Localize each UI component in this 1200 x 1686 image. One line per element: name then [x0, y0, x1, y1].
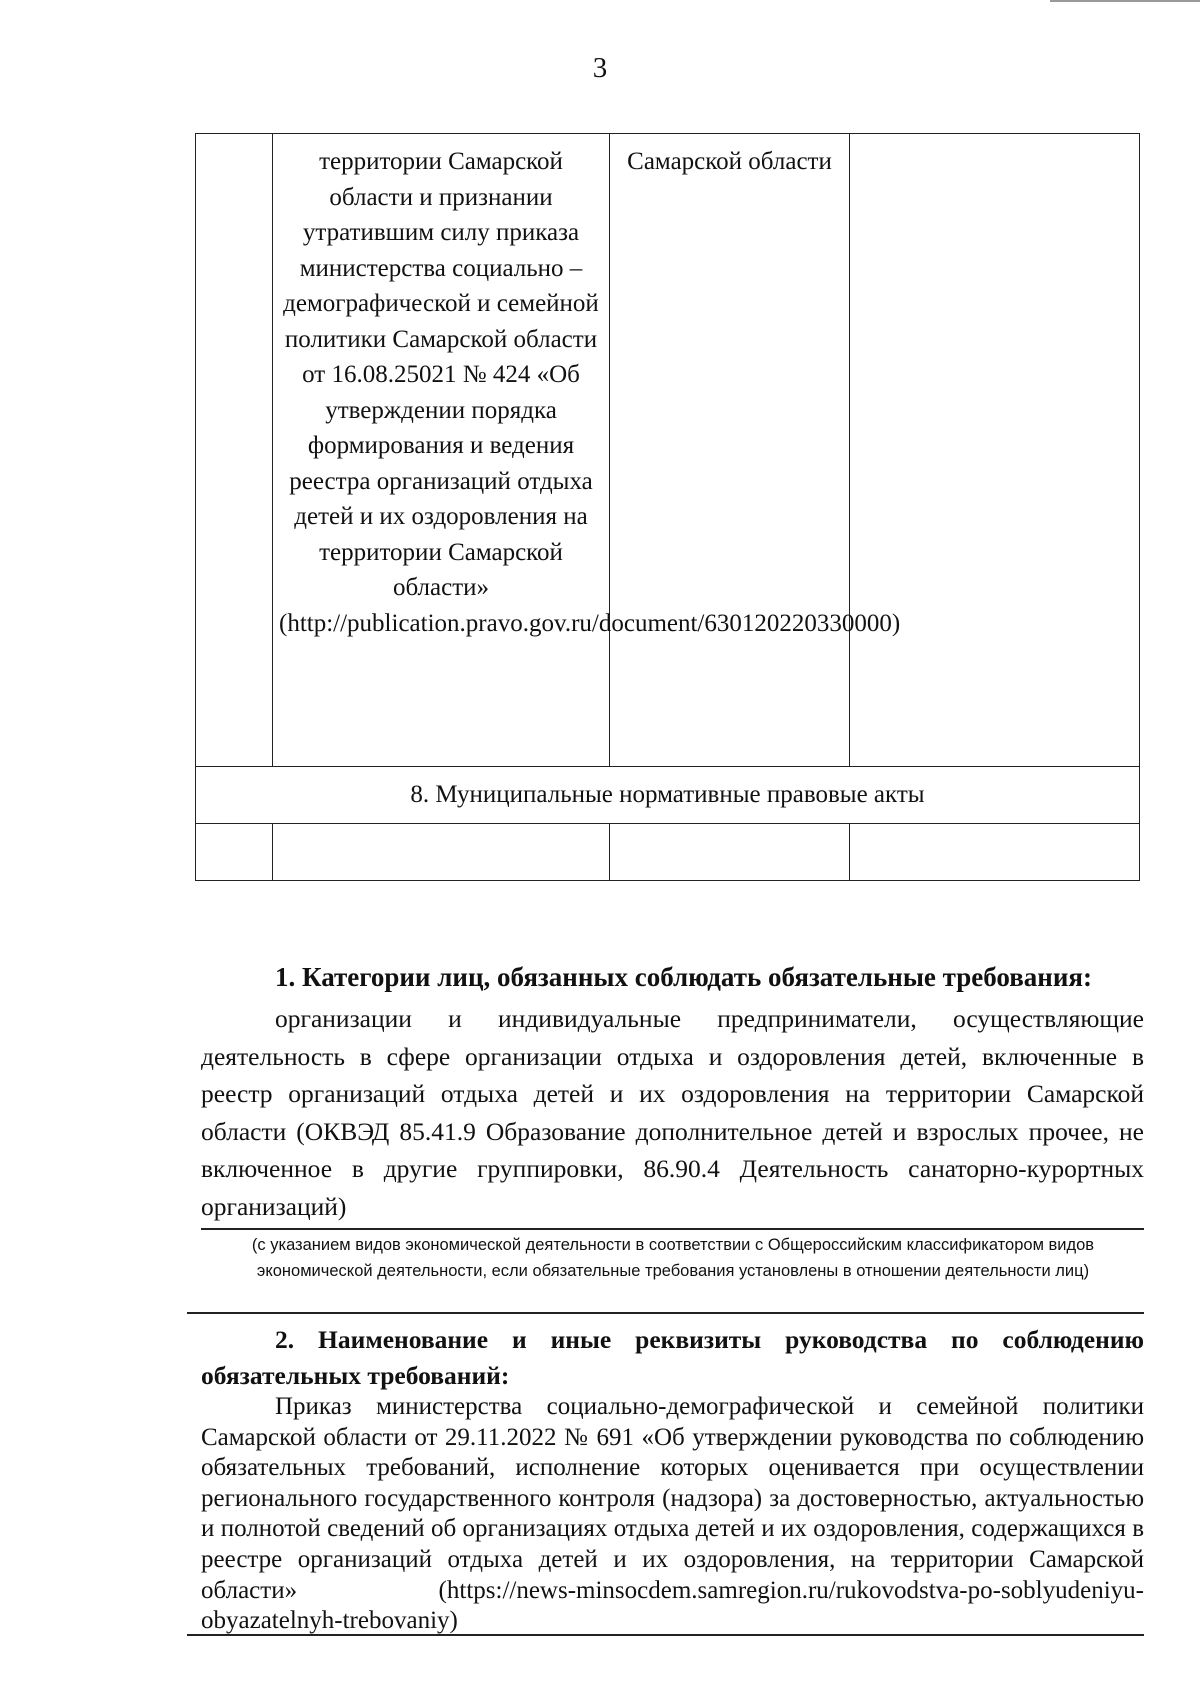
section1-heading: 1. Категории лиц, обязанных соблюдать обязательные требования:: [275, 962, 1093, 992]
table-cell-empty: [850, 134, 1140, 767]
table-cell-empty: [196, 824, 273, 881]
table-cell-empty: [850, 824, 1140, 881]
table-row: [196, 134, 1140, 767]
section2-text: Приказ министерства социально-демографической и семейной политики Самарской области от 29.11.2022 № 691 «Об утверждении руководства по соблюдению обязательных требований, исполнение которых оценивается при осуществлении регионального государственного контроля (надзора) за достоверностью, актуальностью и полнотой сведений об организациях отдыха детей и их оздоровления, содержащихся в реестре организаций отдыха детей и их оздоровления, на территории Самарской области» (https://news-minsocdem.samregion.ru/rukovodstva-po-soblyudeniyu-obyazatelnyh-trebovaniy): [201, 1393, 1144, 1635]
underline-rule: [201, 1228, 1144, 1230]
page-number: 3: [592, 52, 608, 84]
top-edge-line: [1050, 0, 1200, 2]
table-row-empty: [196, 824, 1140, 881]
act-name-text: территории Самарской области и признании утратившим силу приказа министерства социально – демографической и семейной политики Самарской области от 16.08.25021 № 424 «Об утверждении порядка формирования и ведения реестра организаций отдыха детей и их оздоровления на территории Самарской области» (http://publication.pravo.gov.ru/document/630120220330000): [279, 148, 901, 637]
table-cell-empty: [610, 824, 850, 881]
issuer-text: Самарской области: [627, 148, 832, 175]
table-section-title: 8. Муниципальные нормативные правовые акты: [196, 767, 1140, 824]
separator-rule: [187, 1312, 1144, 1314]
section2-heading: 2. Наименование и иные реквизиты руководства по соблюдению обязательных требований:: [201, 1325, 1144, 1390]
underline-rule: [187, 1634, 1144, 1636]
section1-footnote: (с указанием видов экономической деятельности в соответствии с Общероссийским классификатором видов экономической деятельности, если обязательные требования установлены в отношении деятельности лиц): [251, 1236, 1095, 1280]
table-cell-empty: [273, 824, 610, 881]
section2-text-block: [201, 1392, 1144, 1637]
table-cell-act-name: [273, 134, 901, 767]
section1-text: организации и индивидуальные предприниматели, осуществляющие деятельность в сфере организации отдыха и оздоровления детей, включенные в реестр организаций отдыха детей и их оздоровления на территории Самарской области (ОКВЭД 85.41.9 Образование дополнительное детей и взрослых прочее, не включенное в другие группировки, 86.90.4 Деятельность санаторно-курортных организаций): [201, 1004, 1144, 1221]
legal-acts-table: [195, 133, 1140, 881]
section2-heading-block: [201, 1322, 1144, 1394]
section1-text-block: [201, 1000, 1144, 1225]
table-cell-issuer: [610, 134, 850, 767]
table-cell-number: [196, 134, 273, 767]
table-section-row: [196, 767, 1140, 824]
